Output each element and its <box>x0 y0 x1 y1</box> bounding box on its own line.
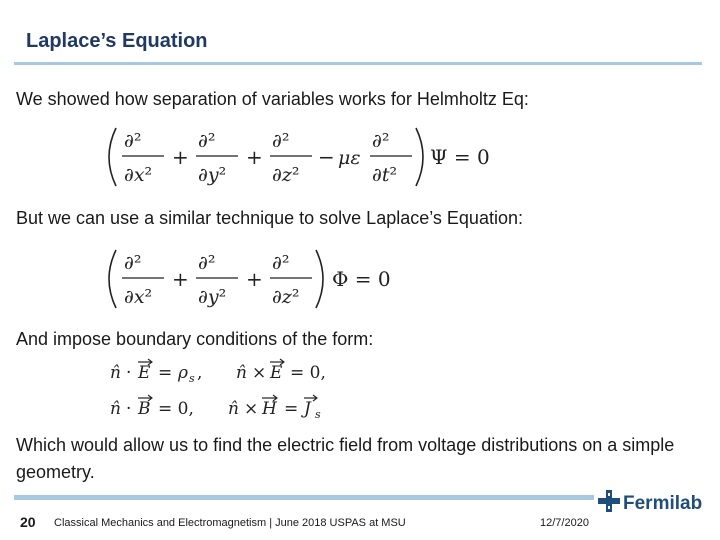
page-number: 20 <box>20 514 36 530</box>
svg-text:= 0,: = 0, <box>158 399 194 419</box>
svg-text:·: · <box>126 363 132 383</box>
svg-text:H: H <box>262 399 277 419</box>
svg-text:−: − <box>318 145 335 169</box>
svg-text:∂²: ∂² <box>124 252 142 274</box>
svg-text:Φ = 0: Φ = 0 <box>332 267 391 291</box>
svg-text:=: = <box>284 399 299 419</box>
svg-text:με: με <box>338 147 361 169</box>
svg-text:= 0,: = 0, <box>290 363 326 383</box>
slide-title: Laplace’s Equation <box>26 30 208 52</box>
svg-text:n̂: n̂ <box>228 399 239 419</box>
svg-text:∂y²: ∂y² <box>198 286 227 308</box>
helmholtz-equation <box>100 122 500 192</box>
svg-text:∂²: ∂² <box>124 130 142 152</box>
svg-text:+: + <box>172 267 189 291</box>
svg-text:n̂: n̂ <box>110 399 121 419</box>
svg-text:,: , <box>197 363 203 383</box>
svg-text:×: × <box>252 363 267 383</box>
svg-text:B: B <box>138 399 151 419</box>
svg-text:=: = <box>158 363 173 383</box>
svg-text:∂²: ∂² <box>272 252 290 274</box>
paragraph-conclusion: Which would allow us to find the electric field from voltage distributions on a simple geometry. <box>16 435 675 482</box>
svg-text:E: E <box>270 363 283 383</box>
boundary-condition-magnetic <box>108 392 368 422</box>
footer-course: Classical Mechanics and Electromagnetism | June 2018 USPAS at MSU <box>54 517 406 529</box>
svg-text:+: + <box>172 145 189 169</box>
svg-text:E: E <box>138 363 151 383</box>
svg-text:∂²: ∂² <box>272 130 290 152</box>
svg-text:+: + <box>246 145 263 169</box>
svg-text:s: s <box>189 372 195 385</box>
svg-text:ρ: ρ <box>178 363 188 383</box>
svg-text:s: s <box>315 408 321 421</box>
fermilab-logo <box>598 490 702 517</box>
fermilab-logo-text: Fermilab <box>623 492 703 514</box>
paragraph-helmholtz-intro: We showed how separation of variables works for Helmholtz Eq: <box>16 89 529 109</box>
svg-text:∂x²: ∂x² <box>124 286 153 308</box>
footer-divider <box>14 495 594 500</box>
svg-text:n̂: n̂ <box>110 363 121 383</box>
svg-text:∂x²: ∂x² <box>124 164 153 186</box>
svg-text:∂t²: ∂t² <box>372 164 398 186</box>
paragraph-laplace-intro: But we can use a similar technique to solve Laplace’s Equation: <box>16 208 523 228</box>
boundary-condition-electric <box>108 356 368 386</box>
title-divider <box>14 62 702 65</box>
svg-text:∂z²: ∂z² <box>272 286 300 308</box>
svg-text:J: J <box>304 399 311 419</box>
svg-text:+: + <box>246 267 263 291</box>
svg-text:n̂: n̂ <box>236 363 247 383</box>
svg-text:·: · <box>126 399 132 419</box>
laplace-equation <box>100 244 400 314</box>
svg-text:∂²: ∂² <box>372 130 390 152</box>
svg-text:∂y²: ∂y² <box>198 164 227 186</box>
fermilab-logo-icon <box>598 490 620 517</box>
svg-text:∂z²: ∂z² <box>272 164 300 186</box>
paragraph-boundary-intro: And impose boundary conditions of the form: <box>16 329 374 349</box>
svg-text:Ψ = 0: Ψ = 0 <box>430 145 490 169</box>
svg-text:∂²: ∂² <box>198 130 216 152</box>
svg-text:×: × <box>244 399 259 419</box>
svg-text:∂²: ∂² <box>198 252 216 274</box>
footer-date: 12/7/2020 <box>540 517 589 529</box>
